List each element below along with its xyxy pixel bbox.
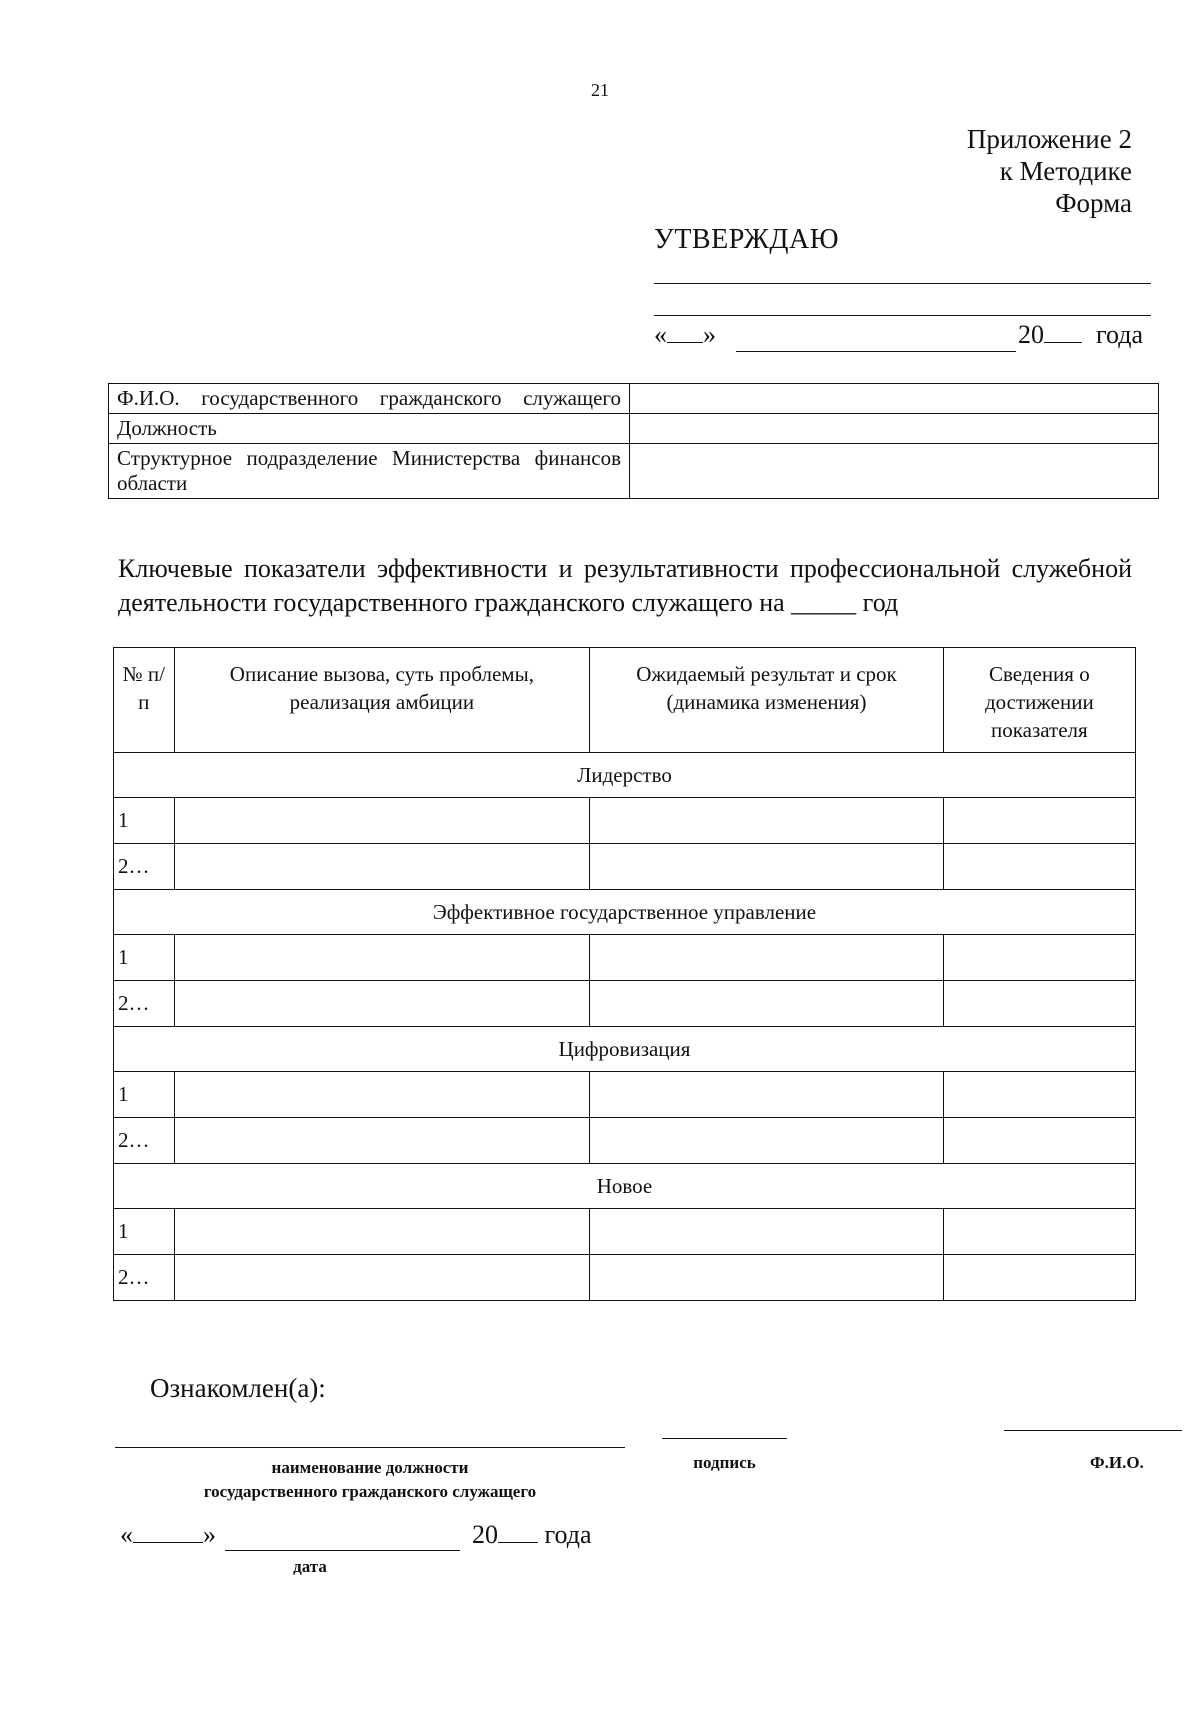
date-caption: дата [293, 1557, 327, 1576]
result-cell[interactable] [590, 981, 943, 1027]
appendix-line-3: Форма [1055, 188, 1132, 218]
row-number: 2… [114, 981, 175, 1027]
achievement-cell[interactable] [943, 935, 1135, 981]
info-row-position [109, 414, 1159, 444]
description-cell[interactable] [174, 1072, 590, 1118]
year-prefix: 20 [1018, 320, 1044, 349]
approver-position-line[interactable] [654, 283, 1151, 284]
kpi-year-blank[interactable]: _____ [791, 588, 857, 617]
table-row [114, 844, 1136, 890]
result-cell[interactable] [590, 844, 943, 890]
table-row [114, 1072, 1136, 1118]
row-number: 2… [114, 1255, 175, 1301]
ack-year-suffix: года [544, 1520, 592, 1549]
info-row-fio [109, 384, 1159, 414]
info-label-fio: Ф.И.О. государственного гражданского служащего [109, 384, 630, 414]
achievement-cell[interactable] [943, 981, 1135, 1027]
approve-title: УТВЕРЖДАЮ [654, 224, 839, 255]
achievement-cell[interactable] [943, 1209, 1135, 1255]
open-quote: « [654, 320, 667, 349]
open-quote: « [120, 1520, 133, 1549]
section-title-leadership: Лидерство [114, 753, 1136, 798]
appendix-line-2: к Методике [999, 156, 1132, 186]
info-value-department[interactable] [630, 444, 1159, 499]
position-line[interactable] [115, 1447, 625, 1448]
acknowledgement-label: Ознакомлен(а): [150, 1373, 326, 1403]
row-number: 2… [114, 844, 175, 890]
description-cell[interactable] [174, 981, 590, 1027]
signature-line[interactable] [662, 1438, 787, 1439]
position-caption-line-1: наименование должности [271, 1458, 469, 1477]
kpi-table [113, 647, 1136, 1301]
description-cell[interactable] [174, 844, 590, 890]
achievement-cell[interactable] [943, 1118, 1135, 1164]
info-label-department: Структурное подразделение Министерства финансов области [109, 444, 630, 499]
info-value-fio[interactable] [630, 384, 1159, 414]
description-cell[interactable] [174, 1118, 590, 1164]
ack-year [472, 1520, 592, 1550]
result-cell[interactable] [590, 1209, 943, 1255]
ack-year-blank[interactable] [498, 1542, 538, 1543]
result-cell[interactable] [590, 1072, 943, 1118]
info-label-position: Должность [109, 414, 630, 444]
info-row-department [109, 444, 1159, 499]
ack-month-blank[interactable] [225, 1550, 460, 1551]
row-number: 1 [114, 1072, 175, 1118]
name-line[interactable] [1004, 1430, 1182, 1431]
achievement-cell[interactable] [943, 798, 1135, 844]
year-suffix: года [1096, 320, 1144, 349]
header-number: № п/п [114, 648, 175, 753]
name-caption: Ф.И.О. [1090, 1453, 1144, 1472]
table-row [114, 1255, 1136, 1301]
section-row [114, 753, 1136, 798]
row-number: 1 [114, 798, 175, 844]
section-title-digitalization: Цифровизация [114, 1027, 1136, 1072]
row-number: 2… [114, 1118, 175, 1164]
appendix-line-1: Приложение 2 [966, 124, 1132, 154]
page-number: 21 [591, 80, 609, 100]
ack-day-blank[interactable] [133, 1542, 203, 1543]
ack-date [120, 1520, 216, 1550]
section-row [114, 890, 1136, 935]
result-cell[interactable] [590, 1118, 943, 1164]
achievement-cell[interactable] [943, 844, 1135, 890]
approve-year [1018, 320, 1082, 350]
row-number: 1 [114, 935, 175, 981]
header-expected-result: Ожидаемый результат и срок (динамика изменения) [590, 648, 943, 753]
day-blank[interactable] [667, 342, 703, 343]
info-value-position[interactable] [630, 414, 1159, 444]
section-title-new: Новое [114, 1164, 1136, 1209]
approver-name-line[interactable] [654, 315, 1151, 316]
achievement-cell[interactable] [943, 1072, 1135, 1118]
header-achievement: Сведения о достижении показателя [943, 648, 1135, 753]
table-row [114, 798, 1136, 844]
position-caption [115, 1456, 625, 1504]
section-row [114, 1164, 1136, 1209]
result-cell[interactable] [590, 798, 943, 844]
table-row [114, 935, 1136, 981]
close-quote: » [703, 320, 716, 349]
close-quote: » [203, 1520, 216, 1549]
description-cell[interactable] [174, 1209, 590, 1255]
description-cell[interactable] [174, 798, 590, 844]
header-description: Описание вызова, суть проблемы, реализация амбиции [174, 648, 590, 753]
description-cell[interactable] [174, 935, 590, 981]
section-row [114, 1027, 1136, 1072]
ack-year-prefix: 20 [472, 1520, 498, 1549]
month-blank[interactable] [736, 351, 1016, 352]
result-cell[interactable] [590, 1255, 943, 1301]
year-blank[interactable] [1044, 342, 1082, 343]
table-row [114, 981, 1136, 1027]
table-row [114, 1209, 1136, 1255]
row-number: 1 [114, 1209, 175, 1255]
signature-caption: подпись [693, 1453, 756, 1472]
position-caption-line-2: государственного гражданского служащего [203, 1482, 537, 1501]
kpi-heading-text: Ключевые показатели эффективности и результативности профессиональной служебной деятельности государственного гражданского служащего на [118, 554, 1132, 617]
kpi-header-row [114, 648, 1136, 753]
result-cell[interactable] [590, 935, 943, 981]
kpi-heading-suffix: год [862, 588, 899, 617]
table-row [114, 1118, 1136, 1164]
kpi-heading [118, 552, 1132, 620]
description-cell[interactable] [174, 1255, 590, 1301]
employee-info-table [108, 383, 1159, 499]
achievement-cell[interactable] [943, 1255, 1135, 1301]
section-title-governance: Эффективное государственное управление [114, 890, 1136, 935]
approve-date [654, 320, 716, 350]
